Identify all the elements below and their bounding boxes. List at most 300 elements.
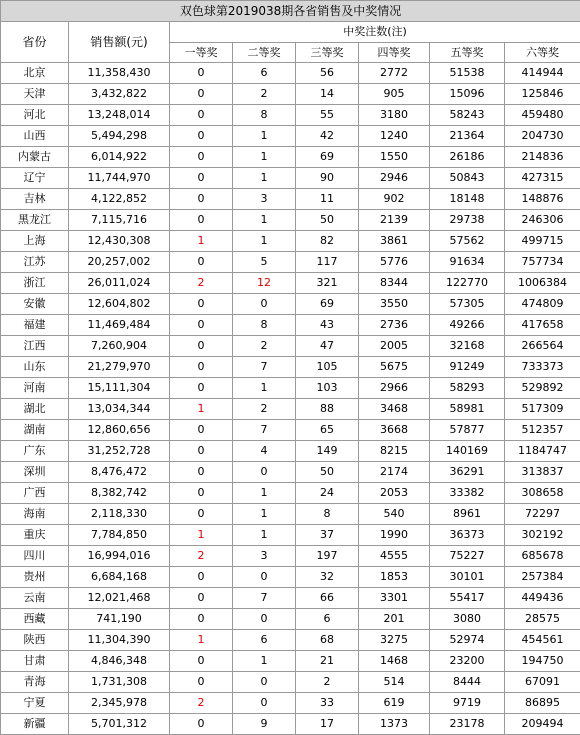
province-cell: 湖南 xyxy=(1,420,69,441)
prize-5-cell: 58243 xyxy=(430,105,505,126)
prize-6-cell: 194750 xyxy=(505,651,580,672)
prize-2-cell: 1 xyxy=(233,651,296,672)
table-row xyxy=(1,126,580,147)
header-prize-1: 一等奖 xyxy=(170,43,233,63)
prize-2-cell: 0 xyxy=(233,693,296,714)
prize-3-cell: 197 xyxy=(296,546,359,567)
prize-1-cell: 0 xyxy=(170,105,233,126)
prize-5-cell: 32168 xyxy=(430,336,505,357)
prize-3-cell: 11 xyxy=(296,189,359,210)
prize-2-cell: 2 xyxy=(233,399,296,420)
table-row xyxy=(1,546,580,567)
prize-2-cell: 1 xyxy=(233,525,296,546)
prize-3-cell: 66 xyxy=(296,588,359,609)
sales-cell: 12,860,656 xyxy=(69,420,170,441)
sales-cell: 26,011,024 xyxy=(69,273,170,294)
sales-cell: 3,432,822 xyxy=(69,84,170,105)
prize-2-cell: 7 xyxy=(233,420,296,441)
prize-6-cell: 148876 xyxy=(505,189,580,210)
prize-6-cell: 512357 xyxy=(505,420,580,441)
prize-1-cell: 0 xyxy=(170,651,233,672)
sales-cell: 11,358,430 xyxy=(69,63,170,84)
sales-cell: 4,846,348 xyxy=(69,651,170,672)
header-prize-6: 六等奖 xyxy=(505,43,580,63)
title-row xyxy=(1,1,580,22)
prize-2-cell: 0 xyxy=(233,294,296,315)
prize-4-cell: 5675 xyxy=(359,357,430,378)
prize-2-cell: 8 xyxy=(233,315,296,336)
province-cell: 山东 xyxy=(1,357,69,378)
table-row xyxy=(1,693,580,714)
header-row-1 xyxy=(1,22,580,43)
province-cell: 西藏 xyxy=(1,609,69,630)
prize-6-cell: 302192 xyxy=(505,525,580,546)
header-prize-3: 三等奖 xyxy=(296,43,359,63)
prize-5-cell: 30101 xyxy=(430,567,505,588)
prize-6-cell: 67091 xyxy=(505,672,580,693)
prize-1-cell: 0 xyxy=(170,714,233,735)
prize-1-cell: 2 xyxy=(170,273,233,294)
prize-5-cell: 23200 xyxy=(430,651,505,672)
prize-4-cell: 3180 xyxy=(359,105,430,126)
prize-3-cell: 21 xyxy=(296,651,359,672)
sales-cell: 31,252,728 xyxy=(69,441,170,462)
prize-1-cell: 0 xyxy=(170,483,233,504)
prize-3-cell: 149 xyxy=(296,441,359,462)
prize-6-cell: 449436 xyxy=(505,588,580,609)
prize-5-cell: 49266 xyxy=(430,315,505,336)
table-row xyxy=(1,441,580,462)
prize-2-cell: 1 xyxy=(233,168,296,189)
prize-3-cell: 55 xyxy=(296,105,359,126)
table-row xyxy=(1,84,580,105)
prize-1-cell: 2 xyxy=(170,546,233,567)
prize-6-cell: 529892 xyxy=(505,378,580,399)
prize-1-cell: 0 xyxy=(170,315,233,336)
prize-5-cell: 58293 xyxy=(430,378,505,399)
sales-cell: 5,701,312 xyxy=(69,714,170,735)
header-prize-5: 五等奖 xyxy=(430,43,505,63)
table-row xyxy=(1,714,580,735)
province-cell: 辽宁 xyxy=(1,168,69,189)
header-sales: 销售额(元) xyxy=(69,22,170,63)
prize-4-cell: 2772 xyxy=(359,63,430,84)
prize-2-cell: 6 xyxy=(233,63,296,84)
sales-cell: 16,994,016 xyxy=(69,546,170,567)
table-row xyxy=(1,378,580,399)
prize-1-cell: 0 xyxy=(170,189,233,210)
prize-3-cell: 105 xyxy=(296,357,359,378)
table-row xyxy=(1,294,580,315)
table-row xyxy=(1,189,580,210)
prize-6-cell: 517309 xyxy=(505,399,580,420)
prize-3-cell: 103 xyxy=(296,378,359,399)
province-cell: 贵州 xyxy=(1,567,69,588)
table-row xyxy=(1,672,580,693)
prize-3-cell: 68 xyxy=(296,630,359,651)
sales-cell: 12,430,308 xyxy=(69,231,170,252)
prize-5-cell: 21364 xyxy=(430,126,505,147)
province-cell: 安徽 xyxy=(1,294,69,315)
table-row xyxy=(1,210,580,231)
table-row xyxy=(1,252,580,273)
table-row xyxy=(1,273,580,294)
prize-1-cell: 0 xyxy=(170,168,233,189)
province-cell: 江西 xyxy=(1,336,69,357)
prize-1-cell: 0 xyxy=(170,378,233,399)
prize-6-cell: 757734 xyxy=(505,252,580,273)
table-row xyxy=(1,231,580,252)
prize-1-cell: 0 xyxy=(170,672,233,693)
province-cell: 甘肃 xyxy=(1,651,69,672)
prize-5-cell: 23178 xyxy=(430,714,505,735)
prize-2-cell: 8 xyxy=(233,105,296,126)
table-row xyxy=(1,399,580,420)
prize-2-cell: 1 xyxy=(233,504,296,525)
prize-6-cell: 246306 xyxy=(505,210,580,231)
prize-6-cell: 733373 xyxy=(505,357,580,378)
prize-5-cell: 122770 xyxy=(430,273,505,294)
prize-4-cell: 905 xyxy=(359,84,430,105)
province-cell: 山西 xyxy=(1,126,69,147)
prize-5-cell: 51538 xyxy=(430,63,505,84)
sales-cell: 2,345,978 xyxy=(69,693,170,714)
prize-1-cell: 1 xyxy=(170,630,233,651)
prize-5-cell: 8961 xyxy=(430,504,505,525)
prize-3-cell: 42 xyxy=(296,126,359,147)
prize-3-cell: 69 xyxy=(296,147,359,168)
prize-4-cell: 3301 xyxy=(359,588,430,609)
province-cell: 重庆 xyxy=(1,525,69,546)
prize-3-cell: 88 xyxy=(296,399,359,420)
prize-6-cell: 209494 xyxy=(505,714,580,735)
prize-1-cell: 1 xyxy=(170,231,233,252)
province-cell: 吉林 xyxy=(1,189,69,210)
table-row xyxy=(1,63,580,84)
prize-6-cell: 459480 xyxy=(505,105,580,126)
prize-5-cell: 29738 xyxy=(430,210,505,231)
prize-5-cell: 3080 xyxy=(430,609,505,630)
sales-cell: 21,279,970 xyxy=(69,357,170,378)
prize-3-cell: 69 xyxy=(296,294,359,315)
header-winners-group: 中奖注数(注) xyxy=(170,22,580,43)
prize-2-cell: 3 xyxy=(233,546,296,567)
province-cell: 北京 xyxy=(1,63,69,84)
province-cell: 陕西 xyxy=(1,630,69,651)
prize-1-cell: 0 xyxy=(170,588,233,609)
prize-5-cell: 140169 xyxy=(430,441,505,462)
table-row xyxy=(1,609,580,630)
prize-2-cell: 0 xyxy=(233,462,296,483)
prize-5-cell: 50843 xyxy=(430,168,505,189)
prize-3-cell: 17 xyxy=(296,714,359,735)
prize-6-cell: 308658 xyxy=(505,483,580,504)
sales-cell: 20,257,002 xyxy=(69,252,170,273)
prize-5-cell: 18148 xyxy=(430,189,505,210)
prize-2-cell: 2 xyxy=(233,84,296,105)
prize-4-cell: 1468 xyxy=(359,651,430,672)
prize-3-cell: 33 xyxy=(296,693,359,714)
prize-4-cell: 2139 xyxy=(359,210,430,231)
prize-1-cell: 0 xyxy=(170,357,233,378)
prize-2-cell: 1 xyxy=(233,210,296,231)
prize-6-cell: 414944 xyxy=(505,63,580,84)
prize-6-cell: 204730 xyxy=(505,126,580,147)
prize-5-cell: 26186 xyxy=(430,147,505,168)
prize-5-cell: 36291 xyxy=(430,462,505,483)
prize-4-cell: 1550 xyxy=(359,147,430,168)
prize-4-cell: 1990 xyxy=(359,525,430,546)
table-row xyxy=(1,315,580,336)
prize-6-cell: 257384 xyxy=(505,567,580,588)
prize-1-cell: 0 xyxy=(170,336,233,357)
prize-4-cell: 619 xyxy=(359,693,430,714)
prize-4-cell: 540 xyxy=(359,504,430,525)
prize-1-cell: 0 xyxy=(170,63,233,84)
sales-cell: 2,118,330 xyxy=(69,504,170,525)
prize-2-cell: 0 xyxy=(233,672,296,693)
prize-3-cell: 56 xyxy=(296,63,359,84)
prize-1-cell: 2 xyxy=(170,693,233,714)
sales-cell: 11,304,390 xyxy=(69,630,170,651)
prize-1-cell: 0 xyxy=(170,441,233,462)
table-row xyxy=(1,567,580,588)
prize-5-cell: 91249 xyxy=(430,357,505,378)
sales-cell: 11,469,484 xyxy=(69,315,170,336)
province-cell: 宁夏 xyxy=(1,693,69,714)
prize-2-cell: 12 xyxy=(233,273,296,294)
prize-6-cell: 454561 xyxy=(505,630,580,651)
province-cell: 黑龙江 xyxy=(1,210,69,231)
prize-6-cell: 214836 xyxy=(505,147,580,168)
prize-2-cell: 1 xyxy=(233,231,296,252)
province-cell: 浙江 xyxy=(1,273,69,294)
prize-5-cell: 57305 xyxy=(430,294,505,315)
prize-4-cell: 8344 xyxy=(359,273,430,294)
table-row xyxy=(1,357,580,378)
prize-4-cell: 5776 xyxy=(359,252,430,273)
sales-cell: 7,784,850 xyxy=(69,525,170,546)
prize-2-cell: 1 xyxy=(233,147,296,168)
prize-3-cell: 50 xyxy=(296,210,359,231)
header-province: 省份 xyxy=(1,22,69,63)
prize-4-cell: 1373 xyxy=(359,714,430,735)
sales-cell: 6,014,922 xyxy=(69,147,170,168)
prize-5-cell: 8444 xyxy=(430,672,505,693)
prize-4-cell: 2053 xyxy=(359,483,430,504)
province-cell: 海南 xyxy=(1,504,69,525)
prize-5-cell: 52974 xyxy=(430,630,505,651)
sales-cell: 8,476,472 xyxy=(69,462,170,483)
prize-5-cell: 9719 xyxy=(430,693,505,714)
prize-4-cell: 902 xyxy=(359,189,430,210)
province-cell: 四川 xyxy=(1,546,69,567)
prize-6-cell: 1184747 xyxy=(505,441,580,462)
sales-cell: 12,021,468 xyxy=(69,588,170,609)
prize-1-cell: 0 xyxy=(170,420,233,441)
sales-cell: 6,684,168 xyxy=(69,567,170,588)
table-body xyxy=(1,63,580,735)
province-cell: 上海 xyxy=(1,231,69,252)
province-cell: 湖北 xyxy=(1,399,69,420)
prize-6-cell: 685678 xyxy=(505,546,580,567)
prize-2-cell: 4 xyxy=(233,441,296,462)
prize-5-cell: 33382 xyxy=(430,483,505,504)
prize-4-cell: 8215 xyxy=(359,441,430,462)
province-cell: 广东 xyxy=(1,441,69,462)
prize-1-cell: 0 xyxy=(170,147,233,168)
table-row xyxy=(1,105,580,126)
prize-3-cell: 90 xyxy=(296,168,359,189)
sales-cell: 13,248,014 xyxy=(69,105,170,126)
prize-2-cell: 9 xyxy=(233,714,296,735)
prize-3-cell: 24 xyxy=(296,483,359,504)
prize-4-cell: 2946 xyxy=(359,168,430,189)
prize-2-cell: 6 xyxy=(233,630,296,651)
table-row xyxy=(1,651,580,672)
prize-3-cell: 32 xyxy=(296,567,359,588)
table-row xyxy=(1,630,580,651)
prize-4-cell: 1240 xyxy=(359,126,430,147)
prize-1-cell: 0 xyxy=(170,252,233,273)
sales-cell: 15,111,304 xyxy=(69,378,170,399)
sales-cell: 1,731,308 xyxy=(69,672,170,693)
prize-2-cell: 5 xyxy=(233,252,296,273)
prize-1-cell: 0 xyxy=(170,84,233,105)
province-cell: 福建 xyxy=(1,315,69,336)
prize-1-cell: 0 xyxy=(170,609,233,630)
prize-1-cell: 0 xyxy=(170,462,233,483)
sales-cell: 8,382,742 xyxy=(69,483,170,504)
prize-3-cell: 14 xyxy=(296,84,359,105)
table-row xyxy=(1,525,580,546)
prize-2-cell: 7 xyxy=(233,588,296,609)
prize-6-cell: 266564 xyxy=(505,336,580,357)
prize-1-cell: 0 xyxy=(170,126,233,147)
prize-6-cell: 313837 xyxy=(505,462,580,483)
prize-2-cell: 1 xyxy=(233,483,296,504)
prize-6-cell: 427315 xyxy=(505,168,580,189)
prize-5-cell: 57562 xyxy=(430,231,505,252)
prize-2-cell: 2 xyxy=(233,336,296,357)
sales-cell: 7,115,716 xyxy=(69,210,170,231)
prize-4-cell: 3550 xyxy=(359,294,430,315)
prize-4-cell: 3668 xyxy=(359,420,430,441)
prize-6-cell: 474809 xyxy=(505,294,580,315)
prize-4-cell: 2736 xyxy=(359,315,430,336)
prize-5-cell: 57877 xyxy=(430,420,505,441)
prize-4-cell: 201 xyxy=(359,609,430,630)
prize-5-cell: 15096 xyxy=(430,84,505,105)
prize-6-cell: 72297 xyxy=(505,504,580,525)
prize-3-cell: 2 xyxy=(296,672,359,693)
province-cell: 内蒙古 xyxy=(1,147,69,168)
province-cell: 河北 xyxy=(1,105,69,126)
sales-cell: 11,744,970 xyxy=(69,168,170,189)
prize-4-cell: 2966 xyxy=(359,378,430,399)
prize-4-cell: 2005 xyxy=(359,336,430,357)
prize-1-cell: 1 xyxy=(170,525,233,546)
prize-6-cell: 499715 xyxy=(505,231,580,252)
prize-2-cell: 1 xyxy=(233,126,296,147)
prize-5-cell: 36373 xyxy=(430,525,505,546)
prize-4-cell: 514 xyxy=(359,672,430,693)
table-row xyxy=(1,462,580,483)
prize-5-cell: 91634 xyxy=(430,252,505,273)
prize-6-cell: 125846 xyxy=(505,84,580,105)
province-cell: 广西 xyxy=(1,483,69,504)
prize-3-cell: 321 xyxy=(296,273,359,294)
prize-2-cell: 7 xyxy=(233,357,296,378)
prize-4-cell: 3275 xyxy=(359,630,430,651)
prize-3-cell: 37 xyxy=(296,525,359,546)
header-prize-2: 二等奖 xyxy=(233,43,296,63)
province-cell: 天津 xyxy=(1,84,69,105)
header-prize-4: 四等奖 xyxy=(359,43,430,63)
sales-cell: 7,260,904 xyxy=(69,336,170,357)
prize-4-cell: 3861 xyxy=(359,231,430,252)
province-cell: 新疆 xyxy=(1,714,69,735)
province-cell: 深圳 xyxy=(1,462,69,483)
prize-6-cell: 417658 xyxy=(505,315,580,336)
prize-6-cell: 86895 xyxy=(505,693,580,714)
prize-3-cell: 8 xyxy=(296,504,359,525)
sales-cell: 12,604,802 xyxy=(69,294,170,315)
province-cell: 云南 xyxy=(1,588,69,609)
province-cell: 青海 xyxy=(1,672,69,693)
prize-1-cell: 1 xyxy=(170,399,233,420)
prize-2-cell: 0 xyxy=(233,609,296,630)
sales-cell: 4,122,852 xyxy=(69,189,170,210)
table-row xyxy=(1,168,580,189)
table-title: 双色球第2019038期各省销售及中奖情况 xyxy=(1,1,580,22)
prize-2-cell: 0 xyxy=(233,567,296,588)
sales-cell: 13,034,344 xyxy=(69,399,170,420)
prize-3-cell: 82 xyxy=(296,231,359,252)
prize-6-cell: 1006384 xyxy=(505,273,580,294)
prize-2-cell: 3 xyxy=(233,189,296,210)
prize-5-cell: 75227 xyxy=(430,546,505,567)
prize-5-cell: 58981 xyxy=(430,399,505,420)
table-row xyxy=(1,504,580,525)
province-cell: 江苏 xyxy=(1,252,69,273)
prize-3-cell: 50 xyxy=(296,462,359,483)
prize-6-cell: 28575 xyxy=(505,609,580,630)
prize-4-cell: 2174 xyxy=(359,462,430,483)
prize-3-cell: 47 xyxy=(296,336,359,357)
table-row xyxy=(1,420,580,441)
table-row xyxy=(1,336,580,357)
prize-4-cell: 3468 xyxy=(359,399,430,420)
prize-3-cell: 43 xyxy=(296,315,359,336)
table-row xyxy=(1,483,580,504)
prize-4-cell: 1853 xyxy=(359,567,430,588)
sales-cell: 5,494,298 xyxy=(69,126,170,147)
prize-3-cell: 117 xyxy=(296,252,359,273)
prize-3-cell: 6 xyxy=(296,609,359,630)
prize-4-cell: 4555 xyxy=(359,546,430,567)
table-row xyxy=(1,147,580,168)
prize-3-cell: 65 xyxy=(296,420,359,441)
table-row xyxy=(1,588,580,609)
prize-1-cell: 0 xyxy=(170,210,233,231)
prize-1-cell: 0 xyxy=(170,567,233,588)
prize-5-cell: 55417 xyxy=(430,588,505,609)
prize-2-cell: 1 xyxy=(233,378,296,399)
prize-1-cell: 0 xyxy=(170,504,233,525)
prize-1-cell: 0 xyxy=(170,294,233,315)
province-cell: 河南 xyxy=(1,378,69,399)
